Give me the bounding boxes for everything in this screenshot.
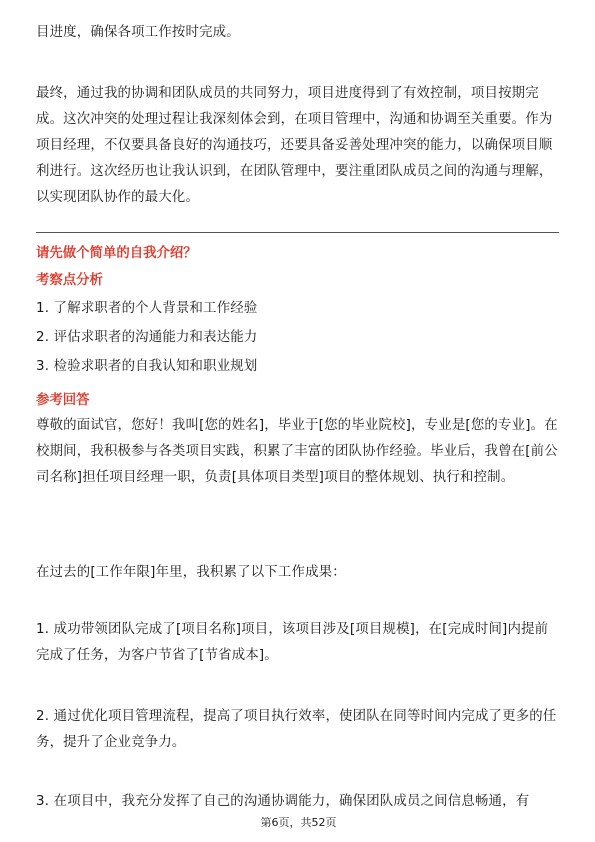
answer-paragraph-3-block (36, 617, 561, 669)
document-page (36, 0, 561, 842)
analysis-point: 3. 检验求职者的自我认知和职业规划 (36, 359, 258, 374)
conclusion-block (36, 81, 561, 211)
answer-paragraph: 3. 在项目中，我充分发挥了自己的沟通协调能力，确保团队成员之间信息畅通，有 (36, 794, 530, 809)
question-title: 请先做个简单的自我介绍？ (36, 246, 197, 261)
answer-paragraph: 2. 通过优化项目管理流程，提高了项目执行效率，使团队在同等时间内完成了更多的任务，提升了企业竞争力。 (36, 709, 557, 750)
answer-paragraph-1-block (36, 413, 561, 491)
answer-paragraph-2-block (36, 560, 561, 586)
intro-tail-block (36, 20, 561, 46)
analysis-point: 1. 了解求职者的个人背景和工作经验 (36, 301, 258, 316)
answer-heading: 参考回答 (36, 393, 90, 408)
question-block (36, 241, 561, 267)
section-divider (36, 232, 559, 233)
answer-heading-block (36, 388, 561, 414)
analysis-section (36, 268, 561, 380)
intro-tail-paragraph: 目进度，确保各项工作按时完成。 (36, 25, 240, 40)
answer-paragraph: 尊敬的面试官，您好！我叫[您的姓名]，毕业于[您的毕业院校]，专业是[您的专业]。在校期间，我积极参与各类项目实践，积累了丰富的团队协作经验。毕业后，我曾在[前公司名称]担任项目经理一职，负责[具体项目类型]项目的整体规划、执行和控制。 (36, 418, 558, 485)
answer-paragraph-5-block (36, 789, 561, 815)
conclusion-paragraph: 最终，通过我的协调和团队成员的共同努力，项目进度得到了有效控制，项目按期完成。这次冲突的处理过程让我深刻体会到，在项目管理中，沟通和协调至关重要。作为项目经理，不仅要具备良好的沟通技巧，还要具备妥善处理冲突的能力，以确保项目顺利进行。这次经历也让我认识到，在团队管理中，要注重团队成员之间的沟通与理解，以实现团队协作的最大化。 (36, 86, 553, 205)
answer-paragraph: 在过去的[工作年限]年里，我积累了以下工作成果： (36, 565, 346, 580)
page-number-footer: 第6页，共52页 (260, 816, 337, 829)
analysis-heading: 考察点分析 (36, 273, 103, 288)
answer-paragraph-4-block (36, 704, 561, 756)
analysis-point: 2. 评估求职者的沟通能力和表达能力 (36, 330, 258, 345)
answer-paragraph: 1. 成功带领团队完成了[项目名称]项目，该项目涉及[项目规模]，在[完成时间]内提前完成了任务，为客户节省了[节省成本]。 (36, 622, 549, 663)
